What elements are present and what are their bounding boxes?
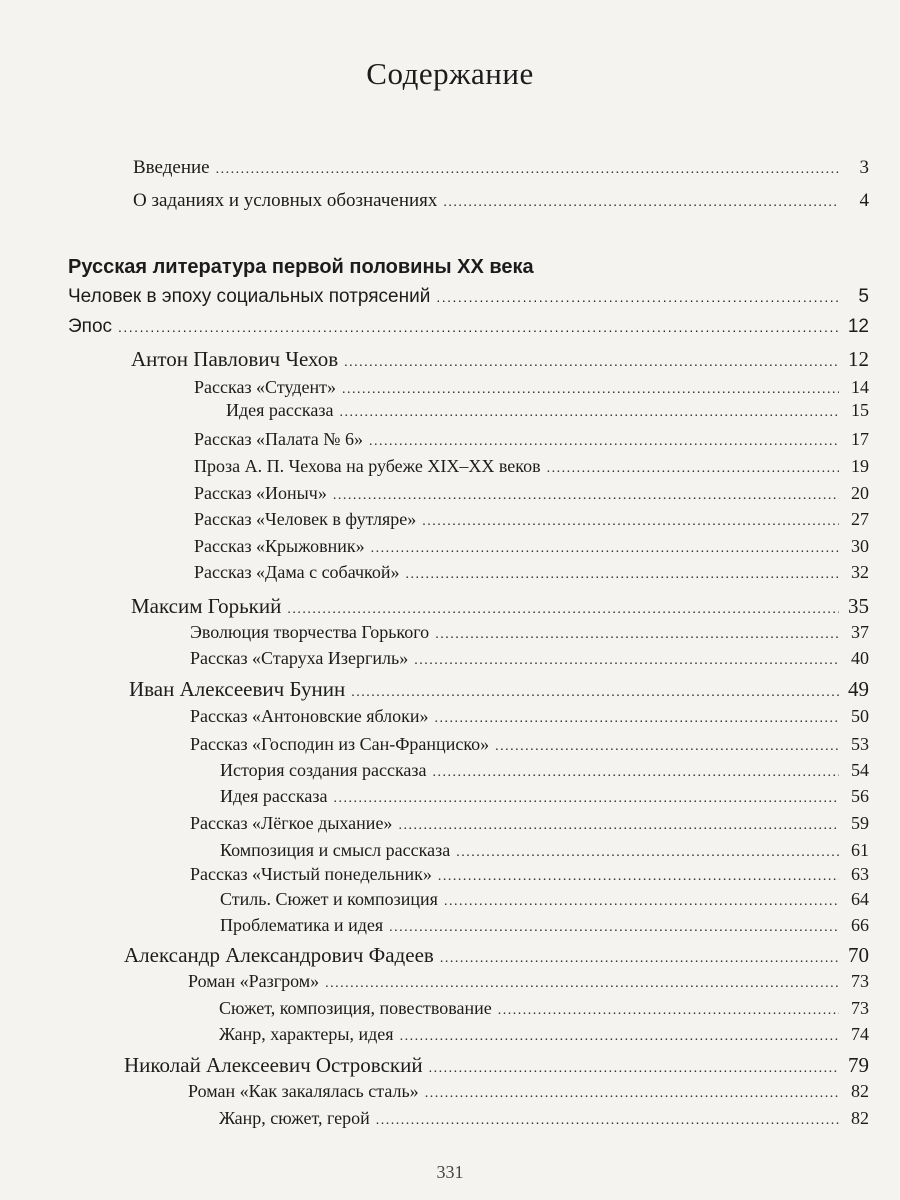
toc-entry-label: Эпос xyxy=(68,316,113,337)
toc-entry-label: Композиция и смысл рассказа xyxy=(220,840,451,860)
toc-entry-page: 32 xyxy=(851,562,869,582)
leader-dots xyxy=(325,976,839,992)
toc-entry-label: Александр Александрович Фадеев xyxy=(124,943,434,967)
toc-entry-label: Иван Алексеевич Бунин xyxy=(129,677,346,701)
leader-dots xyxy=(344,355,839,371)
leader-dots xyxy=(406,567,840,583)
leader-dots xyxy=(333,791,839,807)
leader-dots xyxy=(339,405,839,421)
toc-entry-page: 54 xyxy=(851,760,869,780)
toc-entry-work[interactable] xyxy=(194,456,869,477)
toc-entry-work[interactable] xyxy=(194,509,869,530)
leader-dots xyxy=(444,894,839,910)
toc-entry-label: О заданиях и условных обозначениях xyxy=(133,190,438,211)
leader-dots xyxy=(414,653,839,669)
leader-dots xyxy=(547,461,839,477)
toc-entry-label: Рассказ «Дама с собачкой» xyxy=(194,562,400,582)
toc-entry-label: Жанр, сюжет, герой xyxy=(219,1108,370,1128)
toc-entry-work[interactable] xyxy=(194,483,869,504)
toc-entry-work[interactable] xyxy=(190,813,869,834)
leader-dots xyxy=(438,869,839,885)
toc-entry-label: Рассказ «Господин из Сан-Франциско» xyxy=(190,734,490,754)
leader-dots xyxy=(495,739,839,755)
toc-entry-work[interactable] xyxy=(194,562,869,583)
leader-dots xyxy=(433,765,839,781)
leader-dots xyxy=(287,602,839,618)
leader-dots xyxy=(376,1113,839,1129)
toc-entry-page: 14 xyxy=(851,377,869,397)
toc-entry-work[interactable] xyxy=(194,536,869,557)
toc-entry-page: 82 xyxy=(851,1108,869,1128)
leader-dots xyxy=(435,627,839,643)
toc-entry-page: 15 xyxy=(851,400,869,420)
toc-entry-label: Рассказ «Ионыч» xyxy=(194,483,327,503)
toc-entry-page: 35 xyxy=(848,594,869,618)
toc-entry-work[interactable] xyxy=(190,648,869,669)
toc-entry-page: 49 xyxy=(848,677,869,701)
toc-entry-label: Рассказ «Лёгкое дыхание» xyxy=(190,813,393,833)
toc-entry-page: 20 xyxy=(851,483,869,503)
page-title: Содержание xyxy=(366,56,534,91)
toc-entry-label: Рассказ «Человек в футляре» xyxy=(194,509,417,529)
toc-entry-label: Рассказ «Антоновские яблоки» xyxy=(190,706,429,726)
leader-dots xyxy=(369,434,839,450)
toc-entry-subtopic[interactable] xyxy=(220,889,869,910)
leader-dots xyxy=(443,195,839,211)
toc-entry-page: 59 xyxy=(851,813,869,833)
toc-entry-page: 61 xyxy=(851,840,869,860)
toc-entry-page: 74 xyxy=(851,1024,869,1044)
toc-entry-subtopic[interactable] xyxy=(220,840,869,861)
leader-dots xyxy=(351,685,839,701)
toc-entry-work[interactable] xyxy=(190,864,869,885)
toc-entry-label: История создания рассказа xyxy=(220,760,427,780)
leader-dots xyxy=(456,845,839,861)
toc-entry-page: 73 xyxy=(851,971,869,991)
toc-entry-page: 66 xyxy=(851,915,869,935)
leader-dots xyxy=(216,162,839,178)
toc-entry-page: 70 xyxy=(848,943,869,967)
toc-entry-author[interactable] xyxy=(129,677,869,702)
toc-entry-label: Рассказ «Чистый понедельник» xyxy=(190,864,432,884)
toc-entry-label: Рассказ «Крыжовник» xyxy=(194,536,365,556)
toc-entry-page: 50 xyxy=(851,706,869,726)
toc-entry-page: 12 xyxy=(847,316,869,337)
toc-entry-label: Роман «Разгром» xyxy=(188,971,320,991)
toc-entry-label: Жанр, характеры, идея xyxy=(219,1024,394,1044)
toc-entry-label: Рассказ «Студент» xyxy=(194,377,336,397)
toc-entry-page: 37 xyxy=(851,622,869,642)
leader-dots xyxy=(429,1061,839,1077)
toc-entry-notation[interactable] xyxy=(133,190,869,212)
toc-entry-label: Стиль. Сюжет и композиция xyxy=(220,889,438,909)
toc-entry-label: Идея рассказа xyxy=(220,786,328,806)
leader-dots xyxy=(422,514,839,530)
toc-entry-page: 73 xyxy=(851,998,869,1018)
toc-entry-page: 56 xyxy=(851,786,869,806)
toc-entry-subtopic[interactable] xyxy=(226,400,869,421)
toc-entry-social[interactable] xyxy=(68,286,869,308)
toc-entry-label: Антон Павлович Чехов xyxy=(131,347,339,371)
toc-entry-label: Николай Алексеевич Островский xyxy=(124,1053,423,1077)
toc-entry-label: Роман «Как закалялась сталь» xyxy=(188,1081,419,1101)
toc-entry-label: Проза А. П. Чехова на рубеже XIX–XX веков xyxy=(194,456,541,476)
toc-entry-label: Эволюция творчества Горького xyxy=(190,622,430,642)
toc-entry-label: Проблематика и идея xyxy=(220,915,384,935)
toc-entry-page: 3 xyxy=(859,157,869,178)
leader-dots xyxy=(333,488,839,504)
toc-entry-author[interactable] xyxy=(124,1053,869,1078)
toc-entry-page: 30 xyxy=(851,536,869,556)
leader-dots xyxy=(371,541,839,557)
toc-entry-work[interactable] xyxy=(190,734,869,755)
toc-entry-work[interactable] xyxy=(194,377,869,398)
toc-entry-label: Идея рассказа xyxy=(226,400,334,420)
leader-dots xyxy=(498,1003,839,1019)
leader-dots xyxy=(400,1029,839,1045)
toc-entry-work[interactable] xyxy=(190,622,869,643)
toc-entry-work[interactable] xyxy=(188,1081,869,1102)
toc-entry-work[interactable] xyxy=(190,706,869,727)
leader-dots xyxy=(389,920,839,936)
toc-entry-subtopic[interactable] xyxy=(220,786,869,807)
toc-entry-page: 53 xyxy=(851,734,869,754)
toc-entry-work[interactable] xyxy=(188,971,869,992)
toc-entry-label: Человек в эпоху социальных потрясений xyxy=(68,286,431,307)
toc-entry-subtopic[interactable] xyxy=(220,760,869,781)
toc-entry-author[interactable] xyxy=(131,594,869,619)
toc-entry-introduction[interactable] xyxy=(133,157,869,179)
toc-entry-author[interactable] xyxy=(124,943,869,968)
leader-dots xyxy=(398,818,839,834)
toc-entry-label: Максим Горький xyxy=(131,594,282,618)
toc-entry-epos[interactable] xyxy=(68,316,869,338)
toc-entry-work[interactable] xyxy=(194,429,869,450)
toc-entry-author[interactable] xyxy=(131,347,869,372)
toc-entry-label: Рассказ «Палата № 6» xyxy=(194,429,363,449)
toc-entry-label: Введение xyxy=(133,157,210,178)
toc-entry-page: 40 xyxy=(851,648,869,668)
leader-dots xyxy=(118,319,839,335)
leader-dots xyxy=(440,951,839,967)
leader-dots xyxy=(435,711,839,727)
toc-entry-label: Рассказ «Старуха Изергиль» xyxy=(190,648,409,668)
section-heading: Русская литература первой половины XX века xyxy=(68,256,534,278)
toc-entry-page: 19 xyxy=(851,456,869,476)
toc-entry-page: 82 xyxy=(851,1081,869,1101)
toc-entry-subtopic[interactable] xyxy=(219,1024,869,1045)
toc-entry-subtopic[interactable] xyxy=(220,915,869,936)
leader-dots xyxy=(436,289,839,305)
toc-entry-subtopic[interactable] xyxy=(219,998,869,1019)
toc-entry-page: 64 xyxy=(851,889,869,909)
toc-entry-page: 17 xyxy=(851,429,869,449)
toc-entry-page: 27 xyxy=(851,509,869,529)
toc-entry-page: 4 xyxy=(859,190,869,211)
toc-entry-page: 5 xyxy=(858,286,869,307)
toc-entry-subtopic[interactable] xyxy=(219,1108,869,1129)
page-number: 331 xyxy=(436,1162,464,1182)
toc-entry-label: Сюжет, композиция, повествование xyxy=(219,998,492,1018)
toc-entry-page: 12 xyxy=(848,347,869,371)
leader-dots xyxy=(425,1086,839,1102)
leader-dots xyxy=(342,382,839,398)
toc-entry-page: 63 xyxy=(851,864,869,884)
toc-entry-page: 79 xyxy=(848,1053,869,1077)
